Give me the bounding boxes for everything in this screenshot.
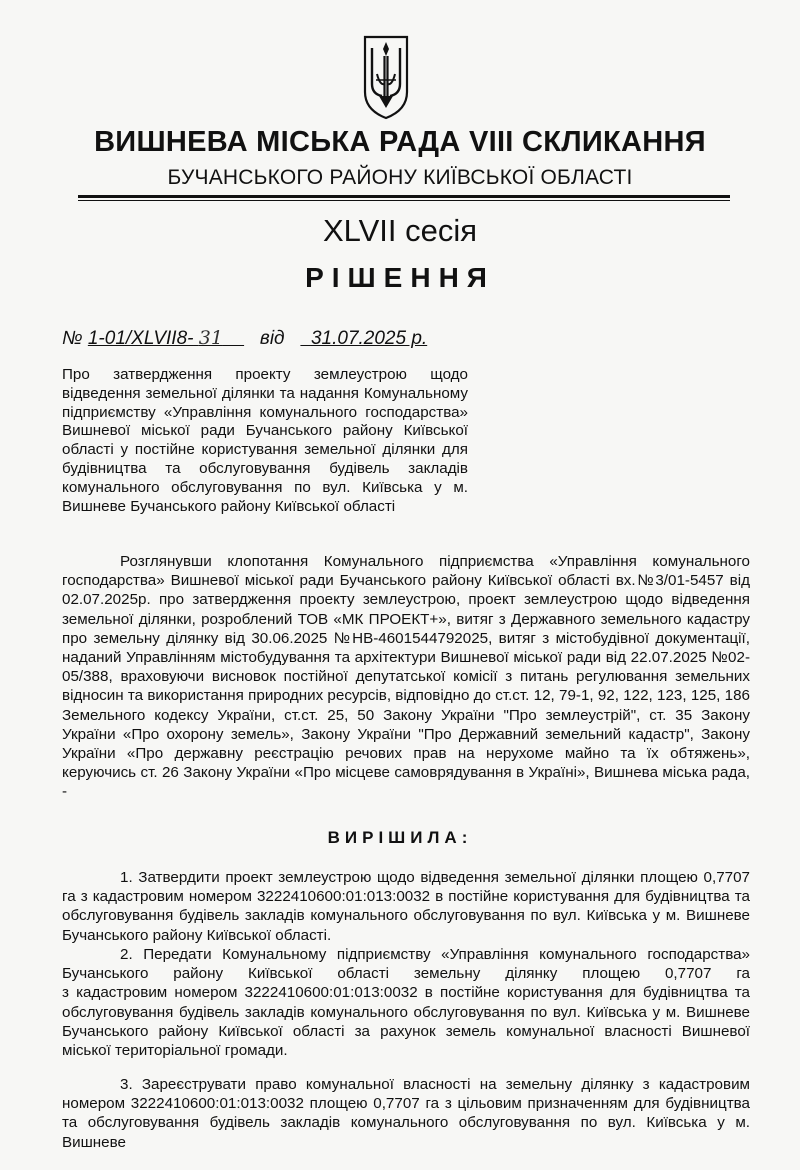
resolution-item-3: 3. Зареєструвати право комунальної власності на земельну ділянку з кадастровим номером 3222410600:01:013:0032 площею 0,7707 га з цільовим призначенням для будівництва та обслуговування будівель закладів комунального обслуговування по вул. Київська у м. Вишневе <box>62 1076 750 1151</box>
resolution-item-1: 1. Затвердити проект землеустрою щодо відведення земельної ділянки площею 0,7707 га з кадастровим номером 3222410600:01:013:0032 в постійне користування для будівництва та обслуговування будівель закладів комунального обслуговування по вул. Київська у м. Вишневе Бучанського району Київської області. <box>62 869 750 944</box>
decision-number: 1-01/XLVII8- 31 <box>87 327 223 349</box>
preamble-paragraph: Розглянувши клопотання Комунального підприємства «Управління комунального господарства» Вишневої міської ради Бучанського району Київської області вх.№3/01-5457 від 02.07.2025р. про затвердження проекту землеустрою, проект землеустрою щодо відведення земельної ділянки, розроблений ТОВ «МК ПРОЕКТ+», витяг з Державного земельного кадастру про земельну ділянку від 30.06.2025 №НВ-4601544792025, витяг з містобудівної документації, наданий Управлінням містобудування та архітектури Вишневої міської ради від 22.07.2025 №02-05/388, враховуючи висновок постійної депутатської комісії з питань регулювання земельних відносин та використання природних ресурсів, відповідно до ст.ст. 12, 79-1, 92, 122, 123, 125, 186 Земельного кодексу України, ст.ст. 25, 50 Закону України "Про землеустрій", ст. 35 Закону України «Про охорону земель», Закону України "Про Державний земельний кадастр", Закону України «Про державну реєстрацію речових прав на нерухоме майно та їх обтяжень», керуючись ст. 26 Закону України «Про місцеве самоврядування в Україні», Вишнева міська рада, - <box>62 553 750 801</box>
header-divider-thin <box>78 200 730 201</box>
resolution-item-2-line-2: Бучанського району Київської області земельну ділянку площею 0,7707 га <box>62 965 750 983</box>
handwritten-number: 31 <box>198 327 223 349</box>
number-label: № <box>62 328 83 349</box>
resolved-heading: ВИРІШИЛА: <box>327 828 473 847</box>
header-divider-thick <box>78 195 730 198</box>
resolution-item-2-line-1: 2. Передати Комунальному підприємству «Управління комунального господарства» <box>120 946 750 963</box>
decision-subject: Про затвердження проекту землеустрою щодо відведення земельної ділянки та надання Комунальному підприємству «Управління комунального господарства» Вишневої міської ради Бучанського району Київської області у постійне користування земельної ділянки для будівництва та обслуговування будівель закладів комунального обслуговування по вул. Київська у м. Вишневе Бучанського району Київської області <box>62 366 468 515</box>
resolution-item-2-rest: з кадастровим номером 3222410600:01:013:0032 в постійне користування для будівництва та обслуговування будівель закладів комунального обслуговування по вул. Київська у м. Вишневе Бучанського району Київської області за рахунок земель комунальної власності Вишневої міської територіальної громади. <box>62 984 750 1060</box>
resolution-item-2 <box>62 945 750 1060</box>
decision-number-line <box>62 327 427 350</box>
trident-coat-of-arms-icon <box>362 34 410 120</box>
document-type-title: РІШЕННЯ <box>305 262 495 293</box>
date-label: від <box>259 328 285 349</box>
session-title: XLVII сесія <box>322 213 478 248</box>
district-name: БУЧАНСЬКОГО РАЙОНУ КИЇВСЬКОЇ ОБЛАСТІ <box>167 166 633 189</box>
council-name: ВИШНЕВА МІСЬКА РАДА VIII СКЛИКАННЯ <box>94 126 706 158</box>
decision-date: 31.07.2025 р. <box>310 328 428 349</box>
